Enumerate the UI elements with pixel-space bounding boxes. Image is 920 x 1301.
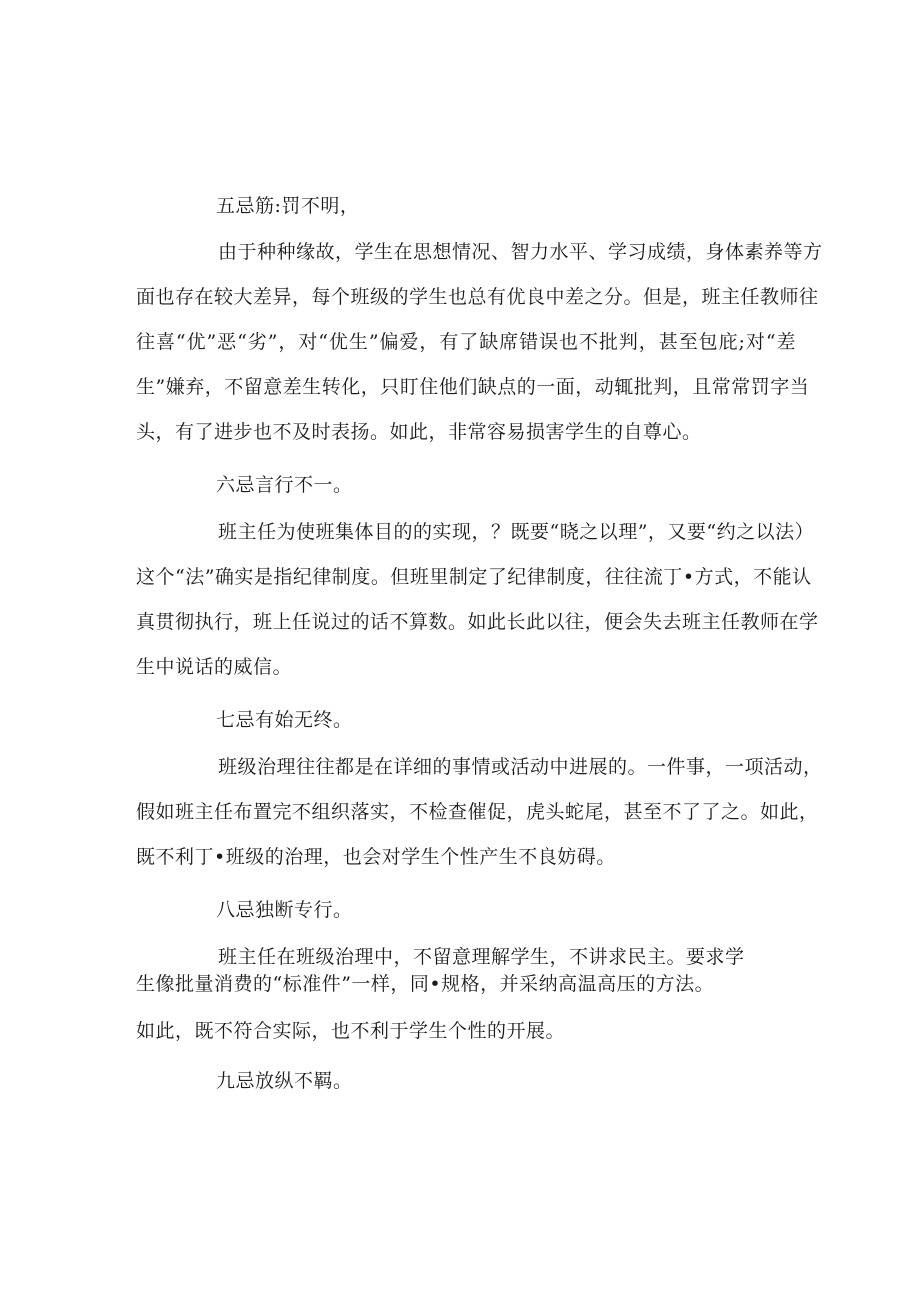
section-heading-8: 八忌独断专行。 bbox=[216, 899, 353, 921]
paragraph-line: 班级治理往往都是在详细的事情或活动中进展的。一件事，一项活动， bbox=[218, 756, 823, 778]
paragraph-line: 这个“法”确实是指纪律制度。但班里制定了纪律制度，往往流丁•方式，不能认 bbox=[136, 566, 812, 588]
paragraph-line: 既不利丁•班级的治理，也会对学生个性产生不良妨碍。 bbox=[136, 846, 616, 868]
paragraph-line: 生”嫌弃，不留意差生转化，只盯住他们缺点的一面，动辄批判，且常常罚字当 bbox=[136, 376, 810, 398]
paragraph-line: 生像批量消费的“标准件”一样，同•规格，并采纳高温高压的方法。 bbox=[136, 973, 715, 995]
paragraph-line: 生中说话的威信。 bbox=[136, 656, 293, 678]
paragraph-line: 班主任在班级治理中，不留意理解学生，不讲求民主。要求学 bbox=[218, 946, 745, 968]
paragraph-line: 如此，既不符合实际，也不利于学生个性的开展。 bbox=[136, 1020, 566, 1042]
paragraph-line: 假如班主任布置完不组织落实，不检查催促，虎头蛇尾，甚至不了了之。如此， bbox=[136, 801, 819, 823]
paragraph-line: 头，有了进步也不及时表扬。如此，非常容易损害学生的自尊心。 bbox=[136, 421, 702, 443]
section-heading-9: 九忌放纵不羁。 bbox=[216, 1070, 353, 1092]
paragraph-line: 班主任为使班集体目的的实现，？既要“晓之以理”，又要“约之以法） bbox=[218, 521, 815, 543]
paragraph-line: 往喜“优”恶“劣”，对“优生”偏爱，有了缺席错误也不批判，甚至包庇;对“差 bbox=[136, 331, 796, 353]
section-heading-5: 五忌筋:罚不明， bbox=[216, 195, 360, 217]
section-heading-6: 六忌言行不一。 bbox=[216, 474, 353, 496]
section-heading-7: 七忌有始无终。 bbox=[216, 709, 353, 731]
paragraph-line: 由于种种缘故，学生在思想情况、智力水平、学习成绩，身体素养等方 bbox=[218, 241, 823, 263]
paragraph-line: 真贯彻执行，班上任说过的话不算数。如此长此以往，便会失去班主任教师在学 bbox=[136, 611, 819, 633]
paragraph-line: 面也存在较大差异，每个班级的学生也总有优良中差之分。但是，班主任教师往 bbox=[136, 286, 819, 308]
